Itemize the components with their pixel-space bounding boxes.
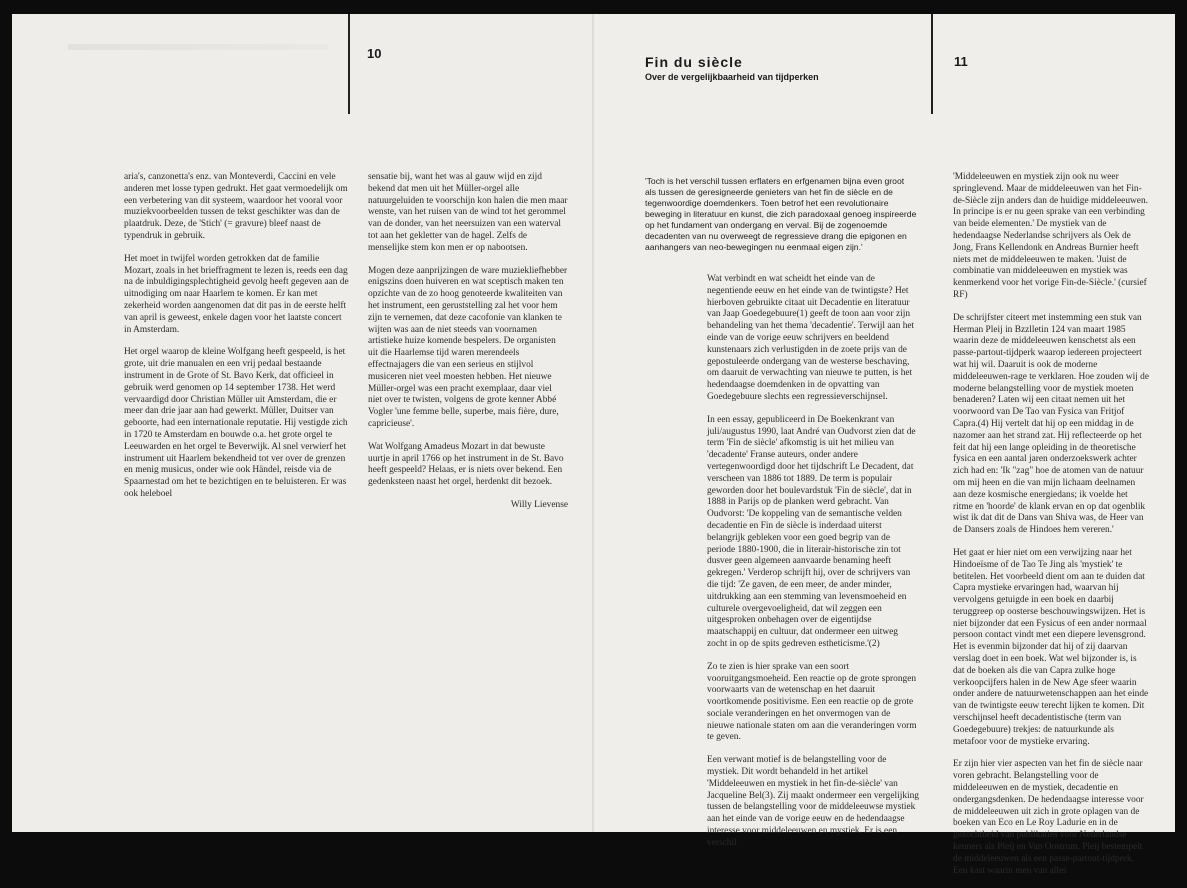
top-rule-right xyxy=(931,14,933,114)
paragraph: aria's, canzonetta's enz. van Monteverdi, Caccini en vele anderen met losse typen gedrukt. Het gaat vermoedelijk om een verbetering van dit systeem, waardoor het vooral voor muziekvoorbeelden tussen de tekst geschikter was dan de plaatdruk. Deze, de 'Stich' (= gravure) bleef naast de typendruk in gebruik. xyxy=(124,172,348,241)
paragraph: Mogen deze aanprijzingen de ware muziekliefhebber enigszins doen huiveren en wat sceptisch maken ten opzichte van de zo hoog genoteerde kwaliteiten van het instrument, een geruststelling zal het voor hem zijn te vernemen, dat deze cacofonie van klanken te wijten was aan de niet steeds van voornamen artistieke huize komende bespelers. De organisten uit die Haarlemse tijd waren merendeels effectnajagers die van een serieus en stijlvol musiceren niet veel moesten hebben. Het nieuwe Müller-orgel was een pracht exemplaar, daar viel niet over te twisten, volgens de grote kenner Abbé Vogler 'une femme belle, superbe, mais fière, dure, capricieuse'. xyxy=(368,265,568,429)
chapter-subtitle: Over de vergelijkbaarheid van tijdperken xyxy=(645,72,819,82)
paragraph: Zo te zien is hier sprake van een soort vooruitgangsmoeheid. Een reactie op de grote sprongen voorwaarts van de wetenschap en het daaruit voortkomende positivisme. Een een reactie op de grote sociale veranderingen en het onvermogen van de nieuwe nationale staten om aan die veranderingen vorm te geven. xyxy=(707,661,917,743)
top-rule-left xyxy=(348,14,350,114)
faint-bleed-through xyxy=(68,44,328,50)
page-number-left: 10 xyxy=(367,46,382,61)
left-column-1 xyxy=(124,172,350,512)
left-page xyxy=(12,14,596,832)
right-column-1 xyxy=(707,274,919,861)
paragraph: Het moet in twijfel worden getrokken dat de familie Mozart, zoals in het brieffragment te lezen is, reeds een dag na de inbuldigingsplechtigheid gevolg heeft gegeven aan de uitnodiging om naar Haarlem te komen. Er kan met zekerheid worden aangenomen dat dit pas in de eerste helft van april is geweest, enkele dagen voor het laatste concert in Amsterdam. xyxy=(124,253,349,335)
right-column-2 xyxy=(953,172,1149,888)
paragraph: 'Middeleeuwen en mystiek zijn ook nu weer springlevend. Maar de middeleeuwen van het Fin-de-Siècle zijn anders dan de huidige middeleeuwen. In principe is er nu geen sprake van een verbinding van beide elementen.' De mystiek van de hedendaagse Nederlandse schrijvers als Oek de Jong, Frans Kellendonk en Andreas Burnier heeft niets met de middeleeuwen te maken. 'Juist de combinatie van middeleeuwen en mystiek was kenmerkend voor het vorige Fin-de-Siècle.' (cursief RF) xyxy=(953,172,1148,300)
chapter-title: Fin du siècle xyxy=(645,54,743,70)
paragraph: Wat verbindt en wat scheidt het einde van de negentiende eeuw en het einde van de twintigste? Het hierboven gebruikte citaat uit Decadentie en literatuur van Jaap Goedegebuure(1) geeft de toon aan voor zijn behandeling van het thema 'decadentie'. Terwijl aan het einde van de vorige eeuw schrijvers en beeldend kunstenaars zich verlustigden in de zoete prijs van de gepostuleerde ondergang van de westerse beschaving, om daaruit de verwachting van nieuwe te putten, is het hedendaagse doemdenken in de opvatting van Goedegebuure slechts een regressieverschijnsel. xyxy=(707,274,915,402)
paragraph: De schrijfster citeert met instemming een stuk van Herman Pleij in Bzzlletin 124 van maart 1985 waarin deze de middeleeuwen kenschetst als een passe-partout-tijdperk waarop iedereen projecteert wat hij wil. Daaruit is ook de moderne middeleeuwen-rage te verklaren. Hoe zouden wij de moderne belangstelling voor de mystiek moeten benaderen? Laten wij een citaat nemen uit het voorwoord van De Tao van Fysica van Fritjof Capra.(4) Hij vertelt dat hij op een middag in de nazomer aan het strand zat. Hij reflecteerde op het feit dat hij een lange opleiding in de theoretische fysica en een aantal jaren onderzoekswerk achter zich had en: 'Ik "zag" hoe de atomen van de natuur om mij heen en die van mijn lichaam deelnamen aan deze kosmische energiedans; ik voelde het ritme en 'hoorde' de klank ervan en op dat ogenblik wist ik dat dit de Dans van Shiva was, de Heer van de Dansers zoals de Hindoes hem vereren.' xyxy=(953,312,1150,536)
paragraph: Wat Wolfgang Amadeus Mozart in dat bewuste uurtje in april 1766 op het instrument in de St. Bavo heeft gespeeld? Helaas, er is niets over bekend. Een gedenksteen naast het orgel, herdenkt dit bezoek. xyxy=(368,441,564,488)
paragraph: Een verwant motief is de belangstelling voor de mystiek. Dit wordt behandeld in het artikel 'Middeleeuwen en mystiek in het fin-de-siècle' van Jacqueline Bel(3). Zij maakt ondermeer een vergelijking tussen de belangstelling voor de middeleeuwse mystiek aan het einde van de vorige eeuw en de hedendaagse interesse voor middeleeuwen en mystiek. Er is een verschil xyxy=(707,755,919,848)
right-page xyxy=(597,14,1175,876)
paragraph: Er zijn hier vier aspecten van het fin de siècle naar voren gebracht. Belangstelling voor de middeleeuwen en de mystiek, decadentie en ondergangsdenken. De hedendaagse interesse voor de middeleeuwen uit zich in grote oplagen van de boeken van Eco en Le Roy Ladurie en in de gezochtheid van publikaties voor Nederlandse kenners als Pleij en Van Oostrum. Pleij bestempelt de middeleeuwen als een passe-partout-tijdperk. Een kast waarin men van alles xyxy=(953,759,1144,876)
left-column-2 xyxy=(368,172,568,523)
paragraph: In een essay, gepubliceerd in De Boekenkrant van juli/augustus 1990, laat André van Oudvorst zien dat de term 'Fin de siècle' afkomstig is uit het milieu van 'decadente' Franse auteurs, onder andere vertegenwoordigd door het tijdschrift Le Decadent, dat verscheen van 1886 tot 1889. De term is populair geworden door het boulevardstuk 'Fin de siècle', dat in 1888 in Parijs op de planken werd gebracht. Van Oudvorst: 'De koppeling van de semantische velden decadentie en Fin de siècle is inderdaad uiterst belangrijk gebleken voor een goed begrip van de periode 1880-1900, die in literair-historische zin tot dusver geen algemeen aanvaarde benaming heeft gekregen.' Verderop schrijft hij, over de schrijvers van die tijd: 'Ze gaven, de een meer, de ander minder, uitdrukking aan een stemming van levensmoeheid en culturele overgevoeligheid, dat wil zeggen een uitgesproken onbehagen over de eigentijdse maatschappij en cultuur, dat ondermeer een uitweg zocht in op de spits gedreven estheticisme.'(2) xyxy=(707,414,916,649)
paragraph: Het gaat er hier niet om een verwijzing naar het Hindoeïsme of de Tao Te Jing als 'mystiek' te betitelen. Het voorbeeld dient om aan te duiden dat Capra mystieke ervaringen had, waarvan hij vervolgens getuigde in een boek en daarbij teruggreep op oosterse beschouwingswijzen. Het is niet bijzonder dat een Fysicus of een ander normaal persoon contact vindt met een diepere levensgrond. Het is evenmin bijzonder dat hij of zij daarvan verslag doet in een boek. Wat wel bijzonder is, is dat de boeken als die van Capra zulke hoge verkoopcijfers halen in de New Age sfeer waarin onder andere de natuurwetenschappen aan het einde van de twintigste eeuw terecht lijken te komen. Dit verschijnsel heeft decadentistische (term van Goedegebuure) trekjes: de natuurkunde als metafoor voor de mystieke ervaring. xyxy=(953,547,1149,747)
paragraph: sensatie bij, want het was al gauw wijd en zijd bekend dat men uit het Müller-orgel alle natuurgeluiden te voorschijn kon halen die men maar wenste, van het ruisen van de wind tot het gerommel van de donder, van het neersuizen van een waterval tot aan het gekletter van de hagel. Zelfs de menselijke stem kon men er op nabootsen. xyxy=(368,172,568,253)
page-number-right: 11 xyxy=(954,54,968,69)
paragraph: Het orgel waarop de kleine Wolfgang heeft gespeeld, is het grote, uit drie manualen en een vrij pedaal bestaande instrument in de Grote of St. Bavo Kerk, dat officieel in gebruik werd genomen op 14 september 1738. Het werd vervaardigd door Christian Müller uit Amsterdam, die er meer dan drie jaar aan had gewerkt. Müller, Duitser van geboorte, had een internationale reputatie. Hij vestigde zich in 1720 te Amsterdam en bouwde o.a. het grote orgel te Leeuwarden en het orgel te Beverwijk. Al snel verwierf het instrument uit Haarlem bekendheid tot ver over de grenzen en menig musicus, onder wie ook Händel, reisde via de Spaarnestad om het te bezichtigen en te beluisteren. Er was ook heleboel xyxy=(124,347,348,499)
author-signature: Willy Lievense xyxy=(510,499,568,510)
chapter-intro-quote: 'Toch is het verschil tussen erflaters en erfgenamen bijna even groot als tussen de geresigneerde genieters van het fin de siècle en de tegenwoordige doemdenkers. Toen betrof het een revolutionaire beweging in literatuur en kunst, die zich paradoxaal genoeg inspireerde op het fundament van ondergang en verval. Bij de zogenoemde decadenten van nu overweegt de regressieve drang die epigonen en aanhangers van neo-bewegingen nu eenmaal eigen zijn.' xyxy=(645,176,917,252)
